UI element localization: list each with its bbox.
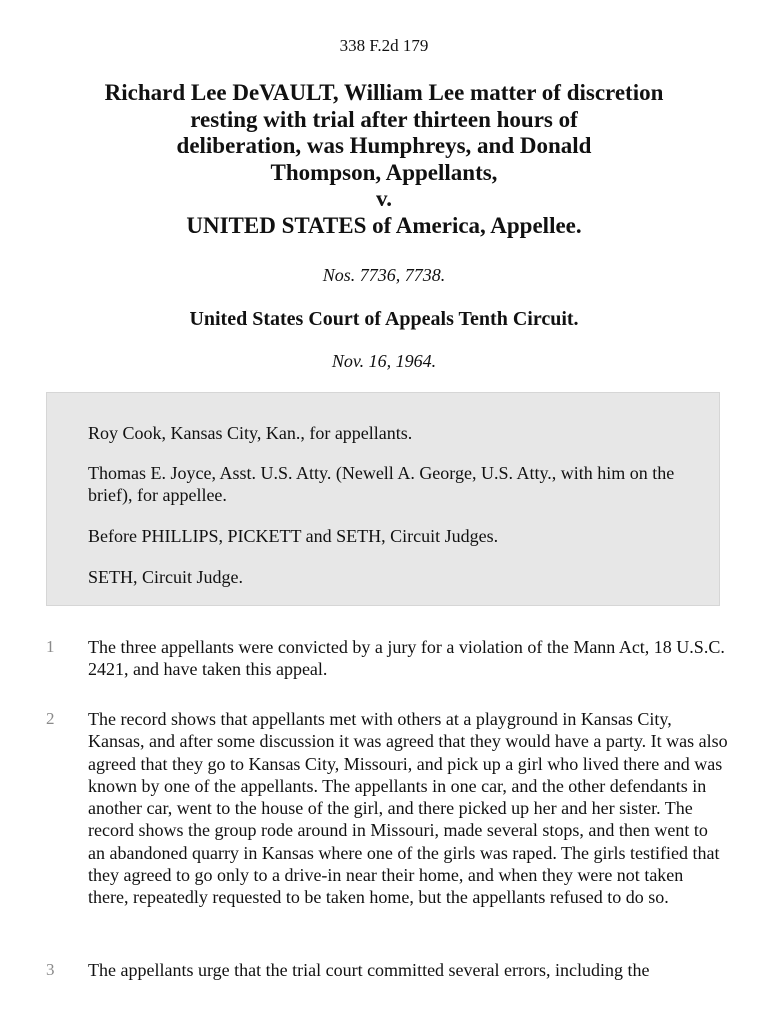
case-citation: 338 F.2d 179 <box>339 36 429 55</box>
case-title-line: Thompson, Appellants, <box>270 159 498 185</box>
court-name: United States Court of Appeals Tenth Circuit. <box>189 308 579 330</box>
docket-numbers: Nos. 7736, 7738. <box>322 265 446 285</box>
judges-panel: Before PHILLIPS, PICKETT and SETH, Circuit Judges. <box>88 526 499 546</box>
opinion-author: SETH, Circuit Judge. <box>88 567 243 587</box>
counsel-appellee: Thomas E. Joyce, Asst. U.S. Atty. (Newell A. George, U.S. Atty., with him on the brief), for appellee. <box>88 463 675 505</box>
paragraph-text: The appellants urge that the trial court committed several errors, including the <box>88 960 650 980</box>
case-title-line: resting with trial after thirteen hours of <box>190 106 578 132</box>
paragraph-text: The record shows that appellants met with others at a playground in Kansas City, Kansas, and after some discussion it was agreed that they would have a party. It was also agreed that they go to Kansas City, Missouri, and pick up a girl who lived there and was known by one of the appellants. The appellants in one car, and the other defendants in another car, went to the house of the girl, and there picked up her and her sister. The record shows the group rode around in Missouri, made several stops, and then went to an abandoned quarry in Kansas where one of the girls was raped. The girls testified that they agreed to go only to a drive-in near their home, and when they were not taken there, repeatedly requested to be taken home, but the appellants refused to do so. <box>88 709 728 908</box>
paragraph-number: 3 <box>46 960 55 979</box>
counsel-appellants: Roy Cook, Kansas City, Kan., for appellants. <box>88 423 413 443</box>
case-title-line: UNITED STATES of America, Appellee. <box>186 212 582 238</box>
case-title-versus: v. <box>376 186 392 211</box>
paragraph-text: The three appellants were convicted by a jury for a violation of the Mann Act, 18 U.S.C. 2421, and have taken this appeal. <box>88 637 725 680</box>
paragraph-number: 2 <box>46 709 55 728</box>
case-title-line: Richard Lee DeVAULT, William Lee matter of discretion <box>104 80 664 105</box>
decision-date: Nov. 16, 1964. <box>331 351 437 371</box>
paragraph-number: 1 <box>46 637 55 656</box>
case-title-line: deliberation, was Humphreys, and Donald <box>176 133 592 158</box>
counsel-box <box>46 392 720 606</box>
case-title <box>60 80 708 239</box>
